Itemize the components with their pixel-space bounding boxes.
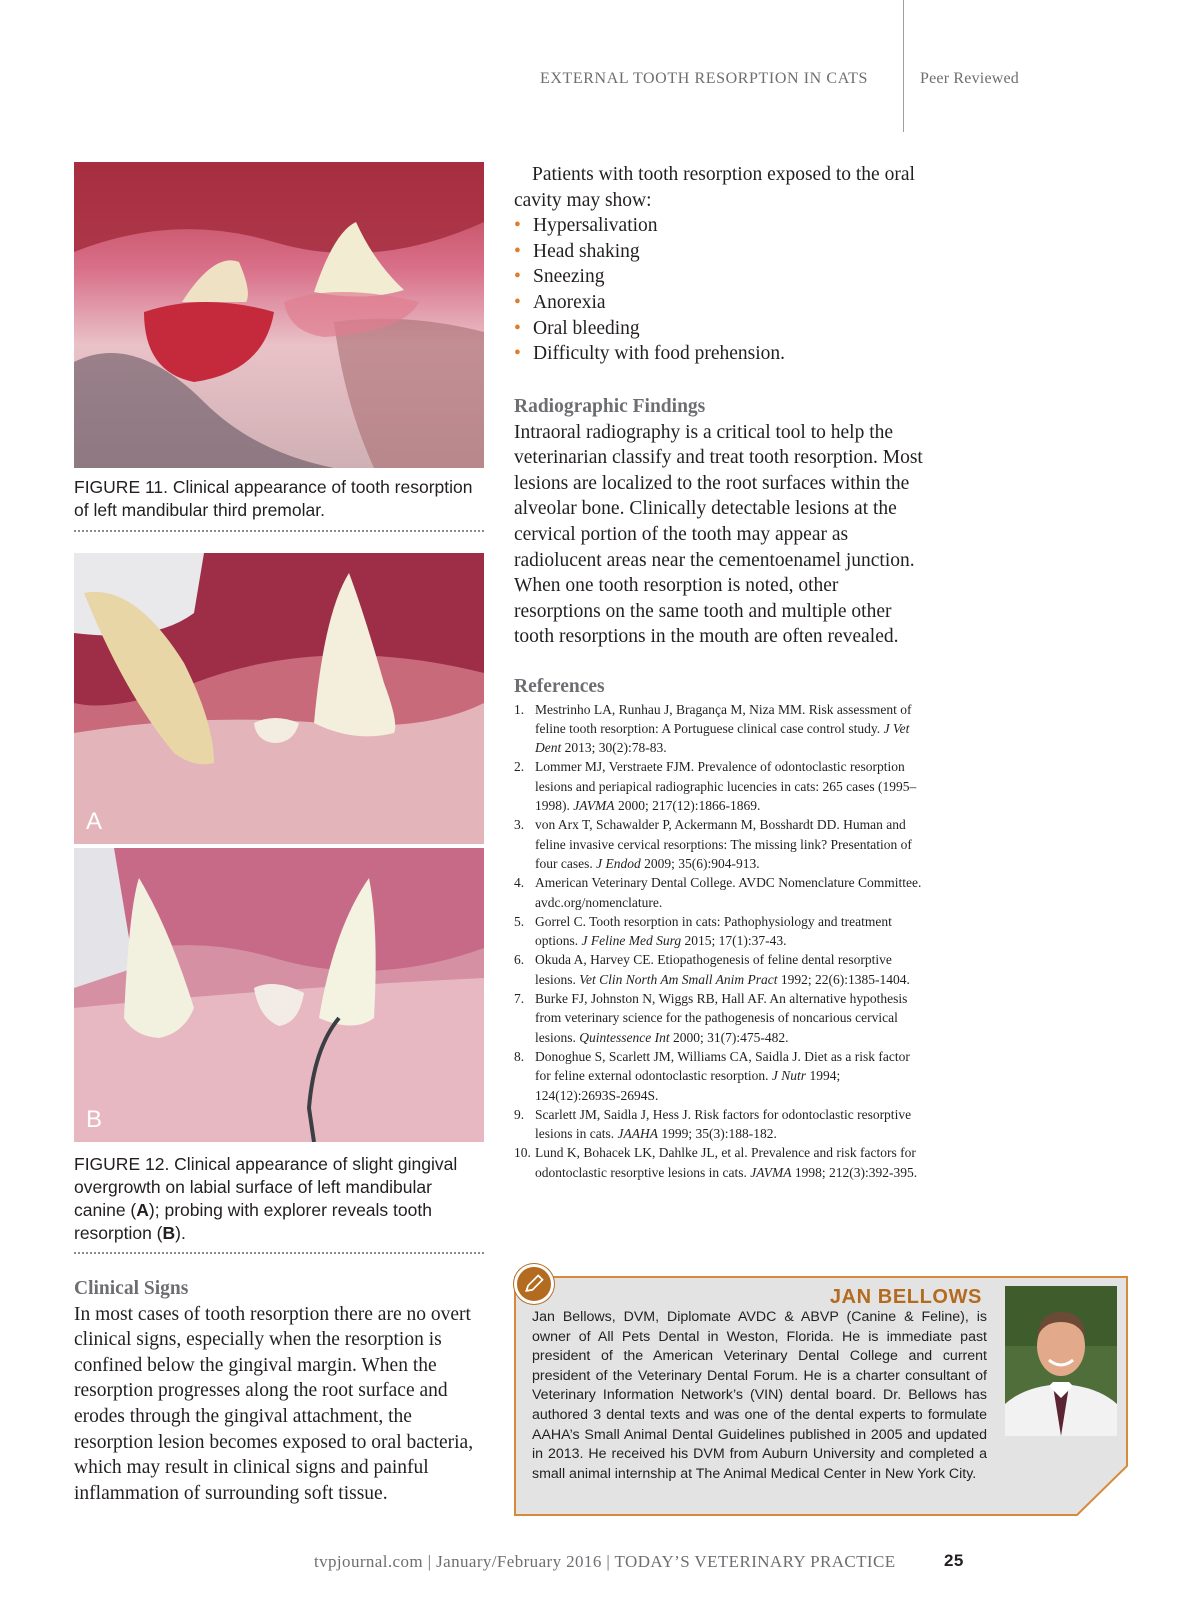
author-photo [1005, 1286, 1117, 1436]
references-list [514, 700, 924, 1182]
reference-text: American Veterinary Dental College. AVDC Nomenclature Committee. avdc.org/nomenclature. [535, 875, 922, 910]
figure-12-caption [74, 1153, 484, 1245]
figure-12b-photo [74, 848, 484, 1142]
signs-list-item: • Sneezing [514, 264, 924, 290]
figure-11-photo [74, 162, 484, 468]
running-head-title: EXTERNAL TOOTH RESORPTION IN CATS [540, 70, 868, 87]
reference-number: 5. [514, 913, 525, 929]
reference-text: Okuda A, Harvey CE. Etiopathogenesis of feline dental resorptive lesions. [535, 952, 892, 987]
reference-item [514, 989, 924, 1047]
reference-citation: 2000; 217(12):1866-1869. [614, 798, 761, 814]
signs-list-item: • Oral bleeding [514, 316, 924, 342]
reference-item [514, 1047, 924, 1105]
reference-item [514, 815, 924, 873]
figure-11-caption: FIGURE 11. Clinical appearance of tooth resorption of left mandibular third premolar. [74, 477, 473, 520]
footer-site: tvpjournal.com [314, 1552, 423, 1571]
reference-journal: J Nutr [771, 1068, 807, 1084]
reference-item [514, 912, 924, 951]
reference-text: Mestrinho LA, Runhau J, Bragança M, Niza MM. Risk assessment of feline tooth resorption: A Portuguese clinical case control study. [535, 701, 912, 736]
reference-item [514, 1143, 924, 1182]
reference-journal: Vet Clin North Am Small Anim Pract [579, 971, 778, 987]
signs-section [514, 162, 924, 367]
references-section [514, 674, 924, 1182]
radiographic-heading: Radiographic Findings [514, 396, 706, 417]
reference-number: 2. [514, 759, 525, 775]
reference-text: Scarlett JM, Saidla J, Hess J. Risk factors for odontoclastic resorptive lesions in cats. [535, 1106, 912, 1142]
signs-list-item: • Head shaking [514, 239, 924, 265]
reference-number: 6. [514, 952, 525, 968]
footer-issue: January/February 2016 [436, 1552, 602, 1571]
signs-intro: Patients with tooth resorption exposed to the oral cavity may show: [514, 164, 915, 211]
reference-citation: 1999; 35(3):188-182. [657, 1126, 777, 1142]
reference-number: 4. [514, 875, 525, 891]
reference-citation: 2015; 17(1):37-43. [681, 933, 787, 949]
reference-journal: JAVMA [750, 1164, 792, 1180]
reference-text: Donoghue S, Scarlett JM, Williams CA, Saidla J. Diet as a risk factor for feline external odontoclastic resorption. [535, 1048, 910, 1084]
running-head-divider [903, 0, 904, 132]
reference-item [514, 757, 924, 815]
figure-11-divider [74, 530, 484, 532]
reference-journal: J Feline Med Surg [581, 933, 682, 949]
radiographic-section [514, 394, 924, 650]
figure-12-caption-a: A [136, 1200, 149, 1220]
radiographic-body: Intraoral radiography is a critical tool to help the veterinarian classify and treat tooth resorption. Most lesions are localized to the root surfaces within the alveolar bone. Clinically detectable lesions at the cervical portion of the tooth may appear as radiolucent areas near the cementoenamel junction. When one tooth resorption is noted, other resorptions on the same tooth and multiple other tooth resorptions in the mouth are often revealed. [514, 421, 923, 648]
reference-item [514, 700, 924, 758]
figure-12a-label: A [86, 808, 103, 835]
footer-separator: | [427, 1552, 432, 1571]
clinical-signs-heading: Clinical Signs [74, 1278, 189, 1299]
reference-citation: 1994; 124(12):2693S-2694S. [535, 1068, 841, 1103]
footer-magazine: TODAY’S VETERINARY PRACTICE [614, 1552, 896, 1571]
reference-item [514, 1105, 924, 1144]
running-head-label: Peer Reviewed [920, 70, 1020, 87]
author-name: JAN BELLOWS [829, 1286, 982, 1308]
figure-12-caption-part3: ). [175, 1223, 186, 1243]
reference-text: Gorrel C. Tooth resorption in cats: Pathophysiology and treatment options. [535, 913, 892, 949]
reference-citation: 2000; 31(7):475-482. [669, 1029, 789, 1045]
footer-separator: | [606, 1552, 611, 1571]
reference-item [514, 950, 924, 989]
page-number: 25 [944, 1551, 964, 1570]
author-bio-text: Jan Bellows, DVM, Diplomate AVDC & ABVP (Canine & Feline), is owner of All Pets Dental in Weston, Florida. He is immediate past president of the American Veterinary Dental College and current president of the Veterinary Dental Forum. He is a charter consultant of Veterinary Information Network’s (VIN) dental board. Dr. Bellows has authored 3 dental texts and was one of the dental experts to formulate AAHA’s Small Animal Dental Guidelines published in 2005 and updated in 2013. He received his DVM from Auburn University and completed a small animal internship at The Animal Medical Center in New York City. [532, 1309, 987, 1482]
figure-12a-photo [74, 553, 484, 844]
page-footer [314, 1552, 974, 1572]
signs-list [514, 213, 924, 367]
reference-number: 8. [514, 1048, 525, 1064]
signs-list-item: • Difficulty with food prehension. [514, 341, 924, 367]
figure-12-caption-b: B [162, 1223, 176, 1243]
clinical-signs-section [74, 1276, 484, 1506]
pen-icon [514, 1264, 554, 1304]
signs-list-item: • Hypersalivation [514, 213, 924, 239]
reference-journal: JAVMA [573, 798, 615, 814]
reference-text: Lund K, Bohacek LK, Dahlke JL, et al. Prevalence and risk factors for odontoclastic resorptive lesions in cats. [535, 1145, 916, 1180]
reference-journal: J Endod [596, 855, 641, 871]
figure-12-caption-part2: ); probing with explorer reveals tooth resorption ( [74, 1200, 432, 1243]
reference-text: von Arx T, Schawalder P, Ackermann M, Bosshardt DD. Human and feline invasive cervical resorptions: The missing link? Presentation of four cases. [535, 817, 912, 871]
reference-citation: 1998; 212(3):392-395. [791, 1164, 918, 1180]
reference-journal: Quintessence Int [579, 1029, 670, 1045]
figure-12-caption-part1: FIGURE 12. Clinical appearance of slight gingival overgrowth on labial surface of left mandibular canine ( [74, 1154, 458, 1220]
reference-journal: J Vet Dent [535, 720, 910, 756]
reference-item [514, 873, 924, 912]
figure-12-divider [74, 1252, 484, 1254]
figure-12b-label: B [86, 1106, 103, 1133]
reference-text: Lommer MJ, Verstraete FJM. Prevalence of odontoclastic resorption lesions and periapical radiographic lucencies in cats: 265 cases (1995–1998). [535, 759, 917, 814]
reference-number: 7. [514, 991, 525, 1007]
reference-citation: 1992; 22(6):1385-1404. [777, 971, 910, 987]
reference-citation: 2013; 30(2):78-83. [561, 740, 667, 756]
reference-journal: JAAHA [617, 1126, 658, 1142]
signs-list-item: • Anorexia [514, 290, 924, 316]
running-head [540, 70, 1020, 100]
reference-number: 9. [514, 1106, 525, 1122]
reference-number: 3. [514, 817, 525, 833]
reference-number: 1. [514, 701, 525, 717]
references-heading: References [514, 676, 605, 697]
reference-number: 10. [514, 1145, 531, 1161]
author-bio-box [514, 1276, 1128, 1516]
clinical-signs-body: In most cases of tooth resorption there are no overt clinical signs, especially when the resorption is confined below the gingival margin. When the resorption progresses along the root surface and erodes through the gingival attachment, the resorption lesion becomes exposed to oral bacteria, which may result in clinical signs and painful inflammation of surrounding soft tissue. [74, 1303, 474, 1504]
reference-text: Burke FJ, Johnston N, Wiggs RB, Hall AF. An alternative hypothesis from veterinary science for the pathogenesis of noncarious cervical lesions. [535, 991, 908, 1045]
reference-citation: 2009; 35(6):904-913. [640, 855, 760, 871]
